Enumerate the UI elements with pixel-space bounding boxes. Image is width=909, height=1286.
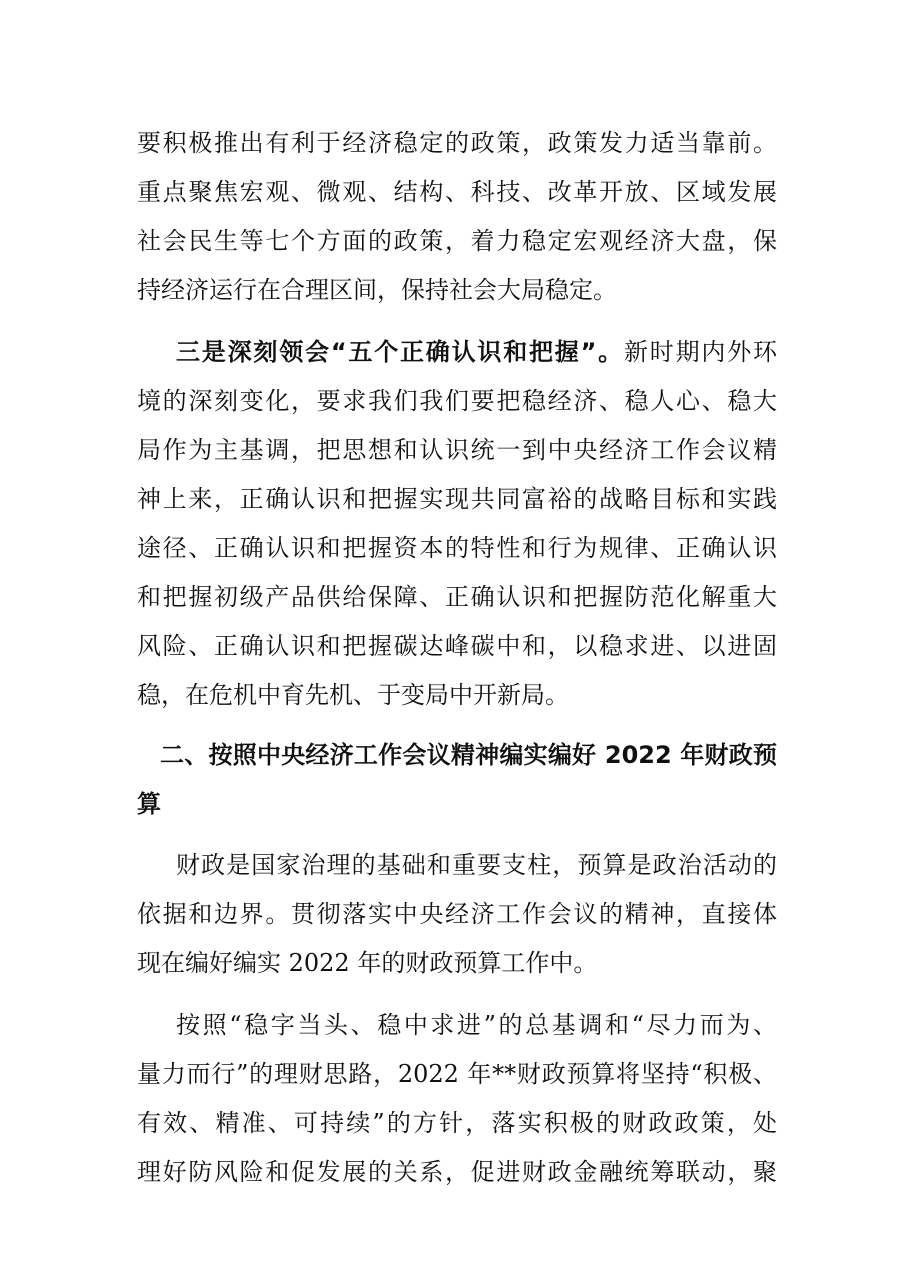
text-line: 持经济运行在合理区间，保持社会大局稳定。	[137, 276, 617, 304]
text-line: 量力而行”的理财思路，2022 年**财政预算将坚持“积极、	[137, 1060, 777, 1088]
heading-line: 算	[137, 790, 161, 818]
text-line: 途径、正确认识和把握资本的特性和行为规律、正确认识	[137, 534, 777, 562]
text-line: 依据和边界。贯彻落实中央经济工作会议的精神，直接体	[137, 900, 777, 928]
text-line: 局作为主基调，把思想和认识统一到中央经济工作会议精	[137, 436, 777, 464]
text-line: 稳，在危机中育先机、于变局中开新局。	[137, 681, 569, 709]
text-line-lead	[176, 335, 777, 369]
text-line: 重点聚焦宏观、微观、结构、科技、改革开放、区域发展	[137, 178, 777, 206]
text-line: 现在编好编实 2022 年的财政预算工作中。	[137, 949, 598, 977]
text-line: 神上来，正确认识和把握实现共同富裕的战略目标和实践	[137, 485, 777, 513]
lead-text: 新时期内外环	[624, 338, 778, 366]
text-line: 要积极推出有利于经济稳定的政策，政策发力适当靠前。	[137, 129, 777, 157]
text-line: 风险、正确认识和把握碳达峰碳中和，以稳求进、以进固	[137, 632, 777, 660]
text-line: 社会民生等七个方面的政策，着力稳定宏观经济大盘，保	[137, 227, 777, 255]
text-line: 财政是国家治理的基础和重要支柱，预算是政治活动的	[176, 851, 777, 879]
heading-line: 二、按照中央经济工作会议精神编实编好 2022 年财政预	[160, 741, 777, 769]
text-line: 境的深刻变化，要求我们我们要把稳经济、稳人心、稳大	[137, 387, 777, 415]
text-line: 和把握初级产品供给保障、正确认识和把握防范化解重大	[137, 583, 777, 611]
bold-lead-sentence: 三是深刻领会“五个正确认识和把握”。	[176, 338, 624, 366]
text-line: 有效、精准、可持续”的方针，落实积极的财政政策，处	[137, 1109, 777, 1137]
text-line: 按照“稳字当头、稳中求进”的总基调和“尽力而为、	[176, 1011, 777, 1039]
text-line: 理好防风险和促发展的关系，促进财政金融统筹联动，聚	[137, 1158, 777, 1186]
